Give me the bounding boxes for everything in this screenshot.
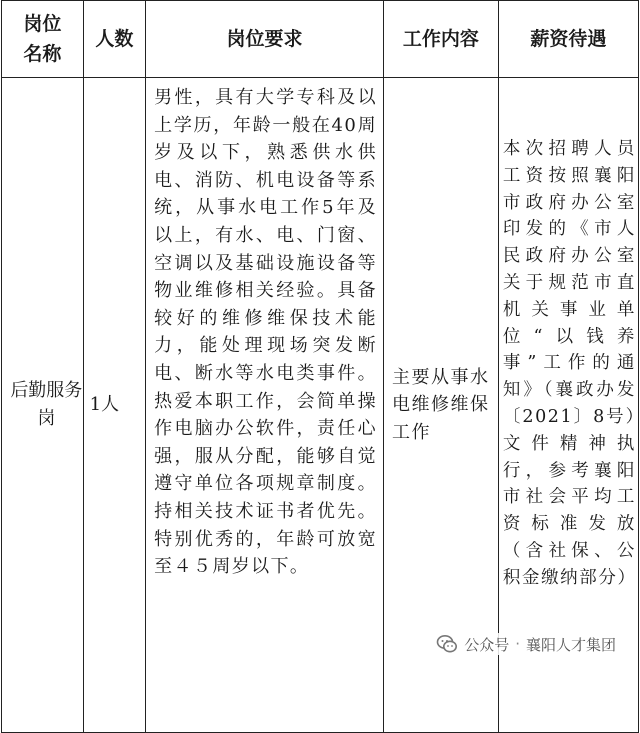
cell-job-content: 主要从事水电维修维保工作 (383, 78, 498, 733)
header-salary: 薪资待遇 (498, 1, 638, 78)
table-header-row (2, 1, 639, 78)
header-requirements: 岗位要求 (146, 1, 384, 78)
watermark-separator: · (515, 635, 520, 653)
watermark-account: 襄阳人才集团 (525, 635, 616, 654)
header-headcount: 人数 (83, 1, 145, 78)
header-position-name: 岗位 名称 (2, 1, 84, 78)
recruitment-table (1, 0, 639, 733)
header-job-content: 工作内容 (383, 1, 498, 78)
wechat-icon (436, 633, 458, 655)
wechat-watermark (436, 633, 616, 655)
cell-requirements: 男性，具有大学专科及以上学历，年龄一般在40周岁及以下，熟悉供水供电、消防、机电设备等系统，从事水电工作5年及以上，有水、电、门窗、空调以及基础设施设备等物业维修相关经验。具备较好的维修维保技术能力，能处理现场突发断电、断水等水电类事件。热爱本职工作，会简单操作电脑办公软件，责任心强，服从分配，能够自觉遵守单位各项规章制度。持相关技术证书者优先。特别优秀的，年龄可放宽至４５周岁以下。 (146, 78, 384, 733)
cell-headcount: 1人 (83, 78, 145, 733)
cell-salary: 本次招聘人员工资按照襄阳市政府办公室印发的《市人民政府办公室关于规范市直机关事业单位“以钱养事”工作的通知》（襄政办发〔2021〕8号）文件精神执行，参考襄阳市社会平均工资标准发放（含社保、公积金缴纳部分） (498, 78, 638, 733)
cell-position-name: 后勤服务岗 (2, 78, 84, 733)
watermark-label: 公众号 (464, 635, 510, 654)
